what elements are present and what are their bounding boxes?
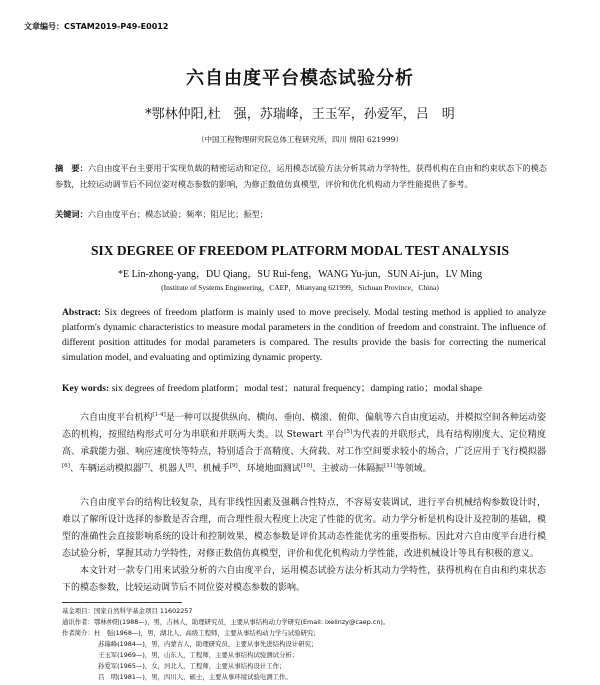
keywords-chinese-text: 六自由度平台；模态试验；频率；阻尼比；振型； [87,209,268,219]
citation-5: [5] [344,429,353,435]
authors-english: *E Lin-zhong-yang，DU Qiang，SU Rui-feng，WANG Yu-jun，SUN Ai-jun，LV Ming [117,269,483,280]
citation-11: [11] [384,463,396,469]
abstract-chinese-text: 六自由度平台主要用于实现负载的精密运动和定位，运用模态试验方法分析其动力学特性，获得机构在自由和约束状态下的模态参数，比较运动调节后不同位姿对模态参数的影响，为修正数值仿真模型，评价和优化机构动力学性能提供了参考。 [55,163,547,189]
p1-text-c: 为代表的并联形式，具有结构刚度大、定位精度高、承载能力强、响应速度快等特点，特别适合于高精度、大荷载、对工作空间要求较小的场合，广泛应用于飞行模拟器 [62,430,546,457]
footnote-corresponding-author: 通讯作者：鄂林仲阳(1988—)，男，吉林人，助理研究员，主要从事结构动力学研究(Email: lxelinzy@caep.cn)。 [62,618,390,626]
abstract-chinese [55,160,547,192]
footnote-author-bio: 苏瑞峰(1984—)，男，内蒙古人，助理研究员，主要从事先进结构设计研究； [98,640,318,648]
citation-6: [6] [62,463,70,469]
p1-text-g: 、环境地面测试 [237,464,301,474]
citation-8: [8] [185,463,194,469]
footnote-author-bio: 王玉军(1969—)，男，山东人，工程师，主要从事结构试验测试分析； [98,651,299,659]
keywords-english-label: Key words: [62,383,110,394]
p1-text-e: 、机器人 [149,464,186,474]
abstract-english-text: Six degrees of freedom platform is mainly used to move precisely. Modal testing method is applied to analyze platform's dynamic characteristics to measure modal parameters in the condition of freedom and constraint. The influence of different position attitudes for modal parameters is compared. The results provide the basis for correcting the numerical simulation model, and evaluating and optimizing dynamic property. [62,307,546,363]
footnote-author-bio: 作者简介：杜 强(1968—)，男，湖北人，高级工程师，主要从事结构动力学与试验研究； [62,629,320,637]
keywords-chinese [55,209,547,220]
title-chinese: 六自由度平台模态试验分析 [186,68,414,89]
abstract-chinese-label: 摘 要： [55,163,88,173]
p1-text-a: 六自由度平台机构 [80,413,153,423]
footnote-author-bio: 吕 明(1981—)，男，四川人，硕士，主要从事环境试验电测工作。 [98,673,292,681]
p1-text-i: 等领域。 [395,464,432,474]
citation-9: [9] [229,463,238,469]
footnote-funding: 基金项目：国家自然科学基金项目 11602257 [62,607,193,615]
body-paragraph-2: 六自由度平台的结构比较复杂，具有非线性因素及强耦合性特点，不容易安装调试，进行平台机械结构参数设计时，难以了解所设计选择的参数是否合理，而合理性很大程度上决定了性能的优劣。动力学分析是机构设计及控制的基础，模型的准确性会直接影响系统的设计和控制效果，模态参数是评价其动态性能优劣的重要指标。因此对六自由度平台进行模态试验分析，掌握其动力学特性，对修正数值仿真模型，评价和优化机构动力学性能，改进机械设计等具有积极的意义。 [62,498,546,559]
p1-text-d: 、车辆运动模拟器 [69,464,142,474]
p1-text-h: 、主被动一体隔振 [312,464,385,474]
abstract-english-label: Abstract: [62,307,101,318]
footnote-author-bio: 孙爱军(1965—)，女，河北人，工程师，主要从事结构设计工作； [98,662,286,670]
citation-1-4: [1-4] [152,412,166,418]
body-paragraph-3: 本文针对一款专门用来试验分析的六自由度平台，运用模态试验方法分析其动力学特性，获得机构在自由和约束状态下的模态参数，比较运动调节后不同位姿对模态参数的影响。 [62,566,546,593]
footnote-divider [62,602,182,603]
title-english: SIX DEGREE OF FREEDOM PLATFORM MODAL TEST ANALYSIS [91,243,509,258]
p1-text-f: 、机械手 [193,464,230,474]
authors-chinese: *鄂林仲阳,杜 强，苏瑞峰，王玉军，孙爱军，吕 明 [145,107,455,122]
affiliation-english: (Institute of Systems Engineering，CAEP，Mianyang 621999，Sichuan Province，China) [161,283,439,292]
keywords-english-text: six degrees of freedom platform；modal test；natural frequency；damping ratio；modal shape [109,383,482,394]
citation-10: [10] [300,463,313,469]
body-paragraph-1 [62,410,546,478]
p1-text-b: 是一种可以提供纵向、横向、垂向、横滚、俯仰、偏航等六自由度运动，并模拟空间各种运动姿态的机构，按照结构形式可分为串联和并联两大类。以 Stewart 平台 [62,413,546,440]
document-number: 文章编号：CSTAM2019-P49-E0012 [24,22,169,31]
abstract-english [62,305,546,365]
citation-7: [7] [141,463,150,469]
keywords-english [62,380,546,394]
affiliation-chinese: （中国工程物理研究院总体工程研究所，四川 绵阳 621999） [197,135,403,144]
keywords-chinese-label: 关键词： [55,209,88,219]
